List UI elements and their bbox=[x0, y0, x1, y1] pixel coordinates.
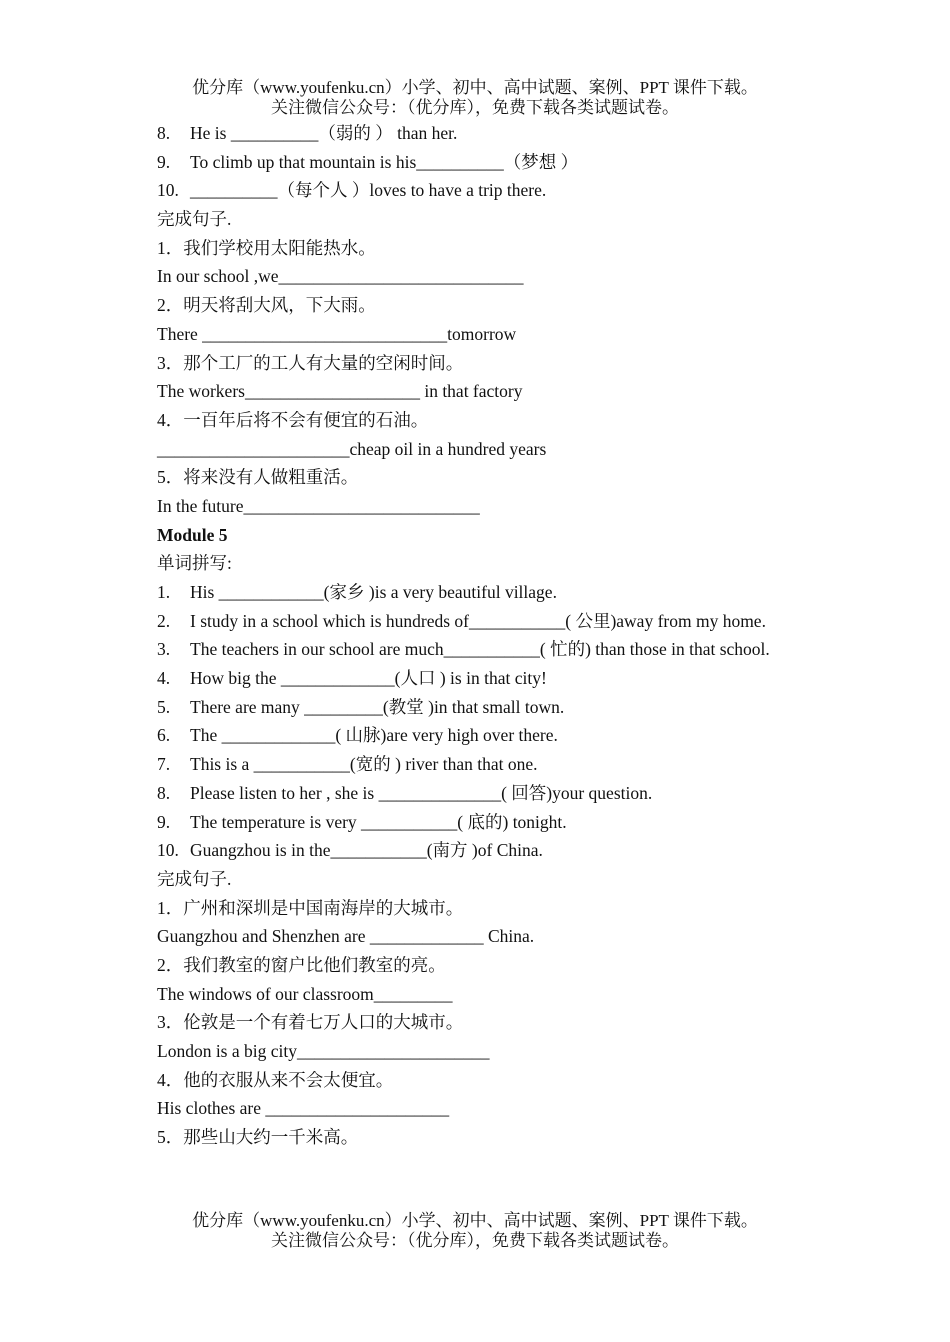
section-heading: 完成句子. bbox=[157, 868, 232, 889]
item-number: 9. bbox=[157, 811, 171, 832]
footer-line-2: 关注微信公众号：（优分库），免费下载各类试题试卷。 bbox=[271, 1231, 679, 1250]
header-line-2: 关注微信公众号：（优分库），免费下载各类试题试卷。 bbox=[271, 98, 679, 117]
page-footer bbox=[0, 1211, 950, 1251]
module-title: Module 5 bbox=[157, 524, 228, 545]
sentence-prompt: 4．一百年后将不会有便宜的石油。 bbox=[157, 409, 429, 430]
item-number: 8. bbox=[157, 782, 171, 803]
sentence-answer: There ____________________________tomorrow bbox=[157, 323, 517, 344]
header-line-1: 优分库（www.youfenku.cn）小学、初中、高中试题、案例、PPT 课件下载。 bbox=[192, 78, 758, 97]
list-item bbox=[157, 693, 794, 722]
sentence-prompt: 1．广州和深圳是中国南海岸的大城市。 bbox=[157, 897, 464, 918]
sentence-answer: The workers____________________ in that factory bbox=[157, 381, 523, 402]
item-text: The teachers in our school are much___________( 忙的) than those in that school. bbox=[190, 639, 770, 660]
list-item bbox=[157, 664, 794, 693]
list-item bbox=[157, 635, 794, 664]
item-number: 4. bbox=[157, 668, 171, 689]
sentence-prompt: 5．将来没有人做粗重活。 bbox=[157, 467, 359, 488]
section-heading: 完成句子. bbox=[157, 209, 232, 230]
list-item bbox=[157, 808, 794, 837]
list-item bbox=[157, 721, 794, 750]
item-number: 10. bbox=[157, 840, 179, 861]
sentence-prompt: 2．明天将刮大风，下大雨。 bbox=[157, 295, 376, 316]
item-text: The temperature is very ___________( 底的) tonight. bbox=[190, 811, 567, 832]
list-item bbox=[157, 148, 794, 177]
sentence-answer: In the future___________________________ bbox=[157, 495, 480, 516]
item-text: The _____________( 山脉)are very high over there. bbox=[190, 725, 558, 746]
list-item bbox=[157, 750, 794, 779]
list-item bbox=[157, 119, 794, 148]
item-text: I study in a school which is hundreds of___________( 公里)away from my home. bbox=[190, 610, 766, 631]
sentence-answer: Guangzhou and Shenzhen are _____________ China. bbox=[157, 926, 535, 947]
item-text: To climb up that mountain is his__________（梦想 ） bbox=[190, 151, 579, 172]
sentence-prompt: 4．他的衣服从来不会太便宜。 bbox=[157, 1069, 394, 1090]
footer-line-1: 优分库（www.youfenku.cn）小学、初中、高中试题、案例、PPT 课件下载。 bbox=[192, 1211, 758, 1230]
item-number: 10. bbox=[157, 180, 179, 201]
item-text: There are many _________(教堂 )in that small town. bbox=[190, 696, 565, 717]
list-item bbox=[157, 836, 794, 865]
sentence-prompt: 3．那个工厂的工人有大量的空闲时间。 bbox=[157, 352, 464, 373]
list-item bbox=[157, 607, 794, 636]
sentence-answer: His clothes are _____________________ bbox=[157, 1098, 450, 1119]
item-number: 1. bbox=[157, 582, 171, 602]
item-text: Please listen to her , she is ______________( 回答)your question. bbox=[190, 782, 653, 803]
sentence-answer: The windows of our classroom_________ bbox=[157, 983, 453, 1004]
sentence-prompt: 1．我们学校用太阳能热水。 bbox=[157, 237, 376, 258]
item-number: 5. bbox=[157, 696, 171, 717]
page-header bbox=[0, 78, 950, 118]
sentence-prompt: 5．那些山大约一千米高。 bbox=[157, 1127, 359, 1148]
sentence-answer: London is a big city______________________ bbox=[157, 1041, 490, 1062]
item-text: This is a ___________(宽的 ) river than that one. bbox=[190, 754, 538, 775]
list-item bbox=[157, 779, 794, 808]
item-number: 2. bbox=[157, 610, 171, 631]
item-text: Guangzhou is in the___________(南方 )of China. bbox=[190, 840, 543, 861]
item-number: 9. bbox=[157, 151, 171, 172]
sentence-prompt: 3．伦敦是一个有着七万人口的大城市。 bbox=[157, 1012, 464, 1033]
item-text: His ____________(家乡 )is a very beautiful village. bbox=[190, 582, 557, 602]
list-item bbox=[157, 578, 794, 607]
list-item bbox=[157, 176, 794, 205]
item-number: 6. bbox=[157, 725, 171, 746]
worksheet-content bbox=[157, 119, 794, 1152]
item-text: He is __________（弱的 ） than her. bbox=[190, 123, 458, 143]
sentence-answer: ______________________cheap oil in a hundred years bbox=[157, 438, 547, 459]
item-number: 3. bbox=[157, 639, 171, 660]
sentence-answer: In our school ,we____________________________ bbox=[157, 266, 524, 287]
section-heading: 单词拼写: bbox=[157, 553, 232, 574]
item-text: How big the _____________(人口 ) is in that city! bbox=[190, 668, 547, 689]
item-number: 7. bbox=[157, 754, 171, 775]
item-text: __________（每个人 ）loves to have a trip there. bbox=[190, 180, 547, 201]
item-number: 8. bbox=[157, 123, 171, 143]
sentence-prompt: 2．我们教室的窗户比他们教室的亮。 bbox=[157, 954, 446, 975]
